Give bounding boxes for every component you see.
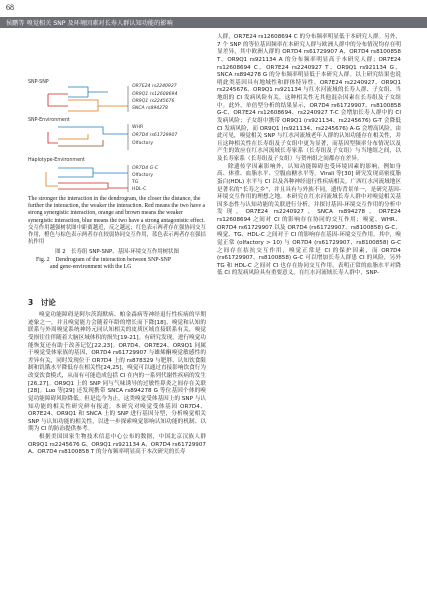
- figure-note-cn: 交互作用越强树状图中距离越近，反之越远；红色表示两者存在强协同交互作用，橙色与棕色表示两者存在较弱协同交互作用，蓝色表示两者存在强拮抗作用: [28, 224, 206, 246]
- group-label-snp-snp: SNP-SNP: [28, 80, 49, 85]
- left-column: [28, 312, 206, 457]
- leaf-label: Olfactory: [132, 141, 154, 146]
- page-header: [0, 0, 427, 16]
- leaf-label: OR9Q1 rs12608694: [132, 92, 178, 97]
- dendrogram-figure: [28, 80, 206, 194]
- group-label-haplotype-environment: Haplotype-Environment: [28, 158, 85, 163]
- group-label-snp-environment: SNP-Environment: [28, 118, 70, 123]
- branch-or7e24-or9q1: [68, 87, 108, 92]
- running-title: 侯鹏等 嗅觉相关 SNP 及环境因素对长寿人群认知功能的影响: [6, 20, 173, 27]
- figure-caption-en-2: and gene-environment with the LG: [50, 263, 132, 270]
- leaf-label: TG: [132, 180, 139, 185]
- paragraph: 除遗传学因素影响外，认知功能障碍也受环境因素的影响，例如身高、体重、血脂水平、空腹血糖水平等。Virali 等[30] 研究发现高密度脂蛋白(HDL) 水平与 CI 以及各种神经退行性疾病相关。广西红水河流域地区是著名的“长寿之乡”，并且具有与外族不同，遗传背景单一，是研究基因-环境交互作用的理想之地。本研究在红水河流域长寿人群中对嗅觉相关基因多态性与认知功能的关联进行分析，并探讨基因-环境交互作用的分析中发现，OR7E24 rs2240927、SNCA rs894278、OR7E24 rs12608694 之间对 CI 的影响存在协同的交互作用；嗅觉、WHR、OR7D4 rs61729907 以及 OR7D4 (rs61729907、rs8100858) G-C、嗅觉、TG、HDL-C 之间对于 CI 的影响存在基因-环境交互作用。其中，嗅觉正常 (olfactory > 10) 与 OR7D4 (rs61729907、rs8100858) G-C 之间存在拮抗交互作用，嗅觉正常是 CI 的保护因素，而 OR7D4 (rs61729907、rs8100858) G-C 可以增加长寿人群患 CI 的风险，另外 TG 和 HDL-C 之间对 CI 也存在协同交互作用，表明正常的血脂水平对降低 CI 的发病风险具有重要意义。在红水河流域长寿人群中，SNP-: [217, 163, 401, 277]
- figure-caption-en-1: Fig. 2 Dendrogram of the interaction between SNP-SNP: [36, 256, 172, 263]
- leaf-label: OR7D4 G-C: [132, 166, 159, 171]
- leaf-label: HDL-C: [132, 187, 147, 192]
- paragraph: 嗅觉功能障碍是阿尔茨海默病、帕金森病等神经退行性疾病的早期迹象之一，并且嗅觉能力会随着年龄的增长而下降[18]。嗅觉和认知的联系与外周嗅觉系统神经元同认知相关的皮质区域直接联系有关，嗅觉受损往往伴随着大脑区域体积的损失[19-21]。有研究发现，进行嗅觉功能恢复还有助于改善记忆[22,23]。OR7D4、OR7E24、OR9Q1 同属于嗅觉受体家族的基因，OR7D4 rs61729907 与雄烯酮嗅觉敏感性的差异有关，同时发现位于 OR7D4 上的 rs878329 与肥胖、认知饮食限制和饥饿水平降低存在相关性[24,25]，嗅觉可以通过直接影响饮食行为改变饮食模式，从而有可能造成包括 CI 在内的一系列代谢性疾病的发生[26,27]。OR9Q1 上的 SNP 同与气味诱导的过敏性鼻炎之间存在关联[28]。Luo 等[29] 还发现携带 SNCA rs894278 G 等位基因个体的嗅觉功能障碍风险降低。但是迄今为止，这类嗅觉受体基因上的 SNP 与认知功能的相关性研究鲜有报道。本研究对嗅觉受体基因 OR7D4、OR7E24、OR9Q1 和 SNCA 上的 SNP 进行基因分型，分析嗅觉相关 SNP 与认知功能的相关性，以进一步探索嗅觉影响认知功能的机制、以期为 CI 的防治提供参考。: [28, 312, 206, 433]
- leaf-label: SNCA rs894278: [132, 106, 168, 111]
- leaf-label: OR7E24 rs2240927: [132, 84, 177, 89]
- snp-snp-cluster: [48, 86, 128, 112]
- leaf-label: OR7D4 rs61729907: [132, 133, 178, 138]
- figure-note-en: The stronger the interaction in the dendrogram, the closer the distance, the further the interaction, the weaker the interaction. Red means the two have a strong synergistic interaction, orange and brown means the weaker synergistic interaction, blue means the two have a strong antagonistic effect.: [28, 196, 206, 224]
- snp-environment-cluster: [48, 124, 128, 150]
- page-number: 68: [6, 3, 14, 12]
- dendrogram-svg: [28, 80, 206, 194]
- leaf-label: OR9Q1 rs2245676: [132, 99, 175, 104]
- haplotype-environment-cluster: [46, 165, 128, 192]
- paragraph: 人群，OR7E24 rs12608694 C 的分布频率明显低于本研究人群。另外，7 个 SNP 的等位基因频率在本研究人群与欧洲人群中的分布情况均存在明显差异，其中欧洲人群的 OR7D4 rs61729907 A、OR7D4 rs8100858 T、OR9Q1 rs921134 A 的分布频率明显高于本研究人群；OR7E24 rs12608694 C、OR7E24 rs2240927 T、OR9Q1 rs921134 G、SNCA rs894278 G 的分布频率明显低于本研究人群。以上研究结果也说明此类基因具有地域性和群体特异性。OR7E24 rs2240927、OR9Q1 rs2245676、OR9Q1 rs921134 与红水河流域的长寿人群、子女组、当地组的 CI 发病风险有关，这种相关性无其他混杂因素在长寿组及子女组中。此外，单倍型分析的结果显示，OR7D4 rs61729907、rs8100858 G-C、OR7E24 rs12608694、rs2240927 T-C 会增加长寿人群中的 CI 发病风险；子女组中携带 OR9Q1 (rs921134、rs2245676) G-T 会降低 CI 发病风险，而 OR9Q1 (rs921134、rs2245676) A-G 会增高风险。由此可见，嗅觉相关 SNP 与红水河流域老年人群的认知功能存在相关性，并且这种相关性在长寿组及子女组中更为显著，而基因型频率分布情况以及产生的效应在红水河流域长寿家系（长寿组及子女组）与当地组之间，以及长寿家系（长寿组及子女组）与贺州组之间都存在差异。: [217, 34, 401, 162]
- leaf-label: Olfactory: [132, 173, 154, 178]
- leaf-label: WHR: [132, 125, 144, 130]
- section-title: 3 讨论: [28, 298, 56, 307]
- right-column: [217, 34, 401, 278]
- figure-caption-cn: 图 2 长寿组 SNP-SNP、基因-环境交互作用树状图: [55, 249, 179, 256]
- paragraph: 根据美国国家生物技术信息中心公布的数据，中国北京汉族人群 OR9Q1 rs2245676 G、OR9Q1 rs921134 A、OR7D4 rs61729907 A、OR7D4 rs8100858 T 的分布频率明显高于本次研究的长寿: [28, 434, 206, 456]
- running-title-bar: [0, 17, 427, 28]
- figure-note: [28, 196, 206, 271]
- branch-snca: [68, 100, 128, 106]
